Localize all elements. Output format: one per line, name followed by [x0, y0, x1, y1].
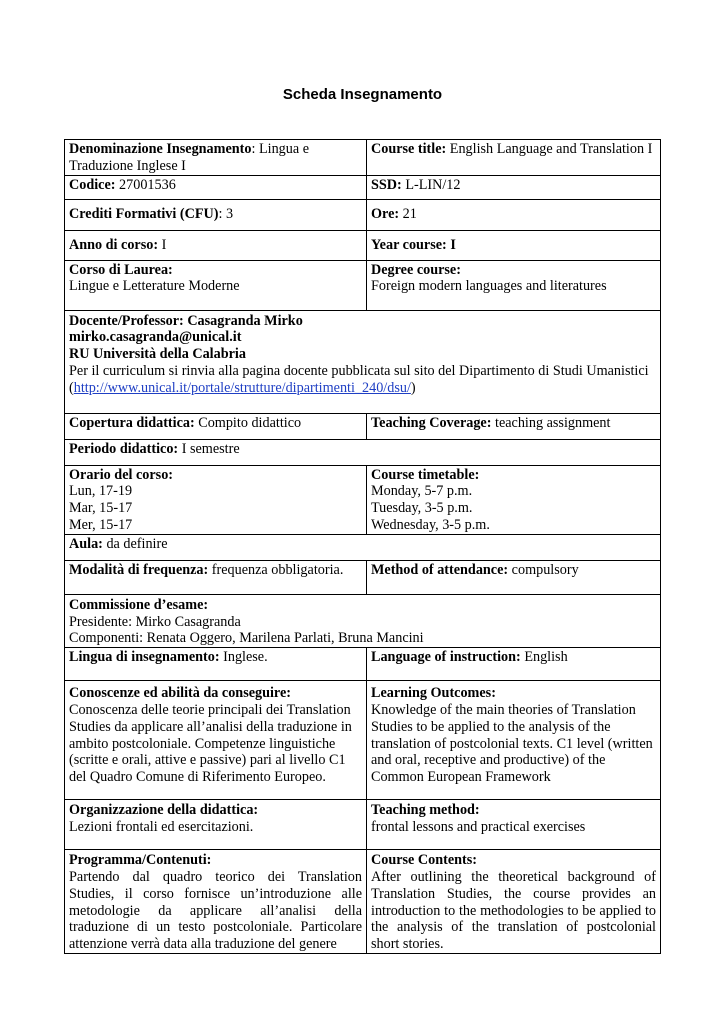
teaching-coverage-value: teaching assignment	[491, 414, 611, 431]
cell-aula	[65, 534, 661, 560]
orario-line: Mar, 15-17	[69, 500, 133, 517]
aula-value: da definire	[102, 535, 168, 552]
organizzazione-value: Lezioni frontali ed esercitazioni.	[69, 818, 254, 835]
cell-course-timetable	[367, 465, 661, 534]
row-codice	[65, 175, 661, 199]
page-title: Scheda Insegnamento	[282, 86, 443, 103]
cell-crediti	[65, 199, 367, 230]
cell-programma	[65, 850, 367, 954]
row-modalita	[65, 560, 661, 594]
timetable-line: Tuesday, 3-5 p.m.	[371, 500, 473, 517]
cell-modalita	[65, 560, 367, 594]
commissione-componenti: Componenti: Renata Oggero, Marilena Parlati, Bruna Mancini	[69, 630, 424, 647]
row-orario	[65, 465, 661, 534]
cell-denominazione-it	[65, 140, 367, 176]
docente-curriculum-text: Per il curriculum si rinvia alla pagina docente pubblicata sul sito del Dipartimento di Studi Umanistici (	[69, 362, 649, 396]
cell-course-contents	[367, 850, 661, 954]
cell-codice	[65, 175, 367, 199]
copertura-label: Copertura didattica:	[69, 414, 195, 431]
corso-label: Corso di Laurea:	[69, 261, 173, 278]
cell-orario	[65, 465, 367, 534]
anno-value: I	[158, 236, 167, 253]
aula-label: Aula:	[69, 535, 103, 552]
course-timetable-label: Course timetable:	[371, 466, 480, 483]
row-lingua	[65, 648, 661, 681]
lingua-label: Lingua di insegnamento:	[69, 649, 220, 666]
teaching-coverage-label: Teaching Coverage:	[371, 414, 492, 431]
cell-corso	[65, 260, 367, 310]
cell-language-instruction	[367, 648, 661, 681]
codice-value: 27001536	[115, 176, 176, 193]
commissione-label: Commissione d’esame:	[69, 596, 209, 613]
row-crediti	[65, 199, 661, 230]
row-docente	[65, 310, 661, 413]
row-aula	[65, 534, 661, 560]
row-corso	[65, 260, 661, 310]
periodo-value: I semestre	[178, 440, 240, 457]
year-course-label: Year course: I	[371, 236, 456, 253]
cell-learning-outcomes	[367, 681, 661, 800]
teaching-method-label: Teaching method:	[371, 802, 480, 819]
ssd-label: SSD:	[371, 176, 402, 193]
conoscenze-value: Conoscenza delle teorie principali dei Translation Studies da applicare all’analisi della traduzione in ambito postcoloniale. Competenze linguistiche (scritte e orali, attive e passive) pari al livello C1 del Quadro Comune di Riferimento Europeo.	[69, 701, 352, 786]
conoscenze-label: Conoscenze ed abilità da conseguire:	[69, 685, 291, 702]
course-title-value: English Language and Translation I	[446, 141, 653, 157]
cell-course-title-en	[367, 140, 661, 176]
row-conoscenze	[65, 681, 661, 800]
organizzazione-label: Organizzazione della didattica:	[69, 802, 259, 819]
orario-line: Mer, 15-17	[69, 516, 133, 533]
commissione-presidente: Presidente: Mirko Casagranda	[69, 613, 241, 630]
anno-label: Anno di corso:	[69, 236, 159, 253]
docente-affiliation: RU Università della Calabria	[69, 346, 246, 363]
row-copertura	[65, 413, 661, 439]
codice-label: Codice:	[69, 176, 116, 193]
row-periodo	[65, 439, 661, 465]
cell-anno	[65, 230, 367, 260]
row-programma	[65, 850, 661, 954]
periodo-label: Periodo didattico:	[69, 440, 179, 457]
row-denominazione	[65, 140, 661, 176]
orario-line: Lun, 17-19	[69, 483, 133, 500]
cell-copertura	[65, 413, 367, 439]
ssd-value: L-LIN/12	[401, 176, 461, 193]
row-anno	[65, 230, 661, 260]
modalita-value: frequenza obbligatoria.	[208, 561, 344, 578]
lingua-value: Inglese.	[219, 649, 268, 666]
cell-method-attendance	[367, 560, 661, 594]
programma-label: Programma/Contenuti:	[69, 852, 212, 869]
docente-name: Docente/Professor: Casagranda Mirko	[69, 312, 303, 329]
row-organizzazione	[65, 800, 661, 850]
cell-conoscenze	[65, 681, 367, 800]
learning-outcomes-label: Learning Outcomes:	[371, 685, 496, 702]
course-contents-label: Course Contents:	[371, 852, 478, 869]
cell-commissione	[65, 594, 661, 647]
cell-lingua	[65, 648, 367, 681]
denominazione-label: Denominazione Insegnamento	[69, 141, 252, 157]
orario-label: Orario del corso:	[69, 466, 174, 483]
programma-value: Partendo dal quadro teorico dei Translation Studies, il corso fornisce un’introduzione alle metodologie da applicare all’analisi della traduzione di un testo postcoloniale. Particolare attenzione verrà data alla traduzione del genere	[69, 868, 362, 953]
method-attendance-label: Method of attendance:	[371, 561, 509, 578]
cell-ore	[367, 199, 661, 230]
course-title-label: Course title:	[371, 141, 447, 157]
cell-organizzazione	[65, 800, 367, 850]
cell-periodo	[65, 439, 661, 465]
language-instruction-value: English	[520, 649, 568, 666]
cell-ssd	[367, 175, 661, 199]
row-commissione	[65, 594, 661, 647]
denominazione-value: : Lingua e Traduzione Inglese I	[69, 141, 310, 174]
learning-outcomes-value: Knowledge of the main theories of Translation Studies to be applied to the analysis of the translation of postcolonial texts. C1 level (written and oral, receptive and productive) of the Common European Framework	[371, 701, 653, 786]
ore-value: 21	[399, 205, 417, 222]
course-sheet-table	[64, 139, 661, 954]
timetable-line: Wednesday, 3-5 p.m.	[371, 516, 490, 533]
cell-teaching-method	[367, 800, 661, 850]
docente-email: mirko.casagranda@unical.it	[69, 329, 242, 346]
department-link[interactable]: http://www.unical.it/portale/strutture/dipartimenti_240/dsu/	[73, 379, 411, 396]
teaching-method-value: frontal lessons and practical exercises	[371, 818, 586, 835]
cell-degree-course	[367, 260, 661, 310]
copertura-value: Compito didattico	[194, 414, 302, 431]
language-instruction-label: Language of instruction:	[371, 649, 521, 666]
cell-teaching-coverage	[367, 413, 661, 439]
method-attendance-value: compulsory	[508, 561, 579, 578]
docente-curriculum-text-end: )	[410, 379, 416, 396]
modalita-label: Modalità di frequenza:	[69, 561, 209, 578]
crediti-label: Crediti Formativi (CFU)	[69, 205, 219, 222]
timetable-line: Monday, 5-7 p.m.	[371, 483, 473, 500]
degree-course-label: Degree course:	[371, 261, 461, 278]
degree-course-value: Foreign modern languages and literatures	[371, 278, 607, 295]
cell-docente	[65, 310, 661, 413]
course-contents-value: After outlining the theoretical background of Translation Studies, the course provides an introduction to the methodologies to be applied to the analysis of the translation of postcolonial short stories.	[371, 868, 656, 953]
corso-value: Lingue e Letterature Moderne	[69, 278, 240, 295]
cell-year-course	[367, 230, 661, 260]
crediti-value: : 3	[218, 205, 234, 222]
ore-label: Ore:	[371, 205, 400, 222]
